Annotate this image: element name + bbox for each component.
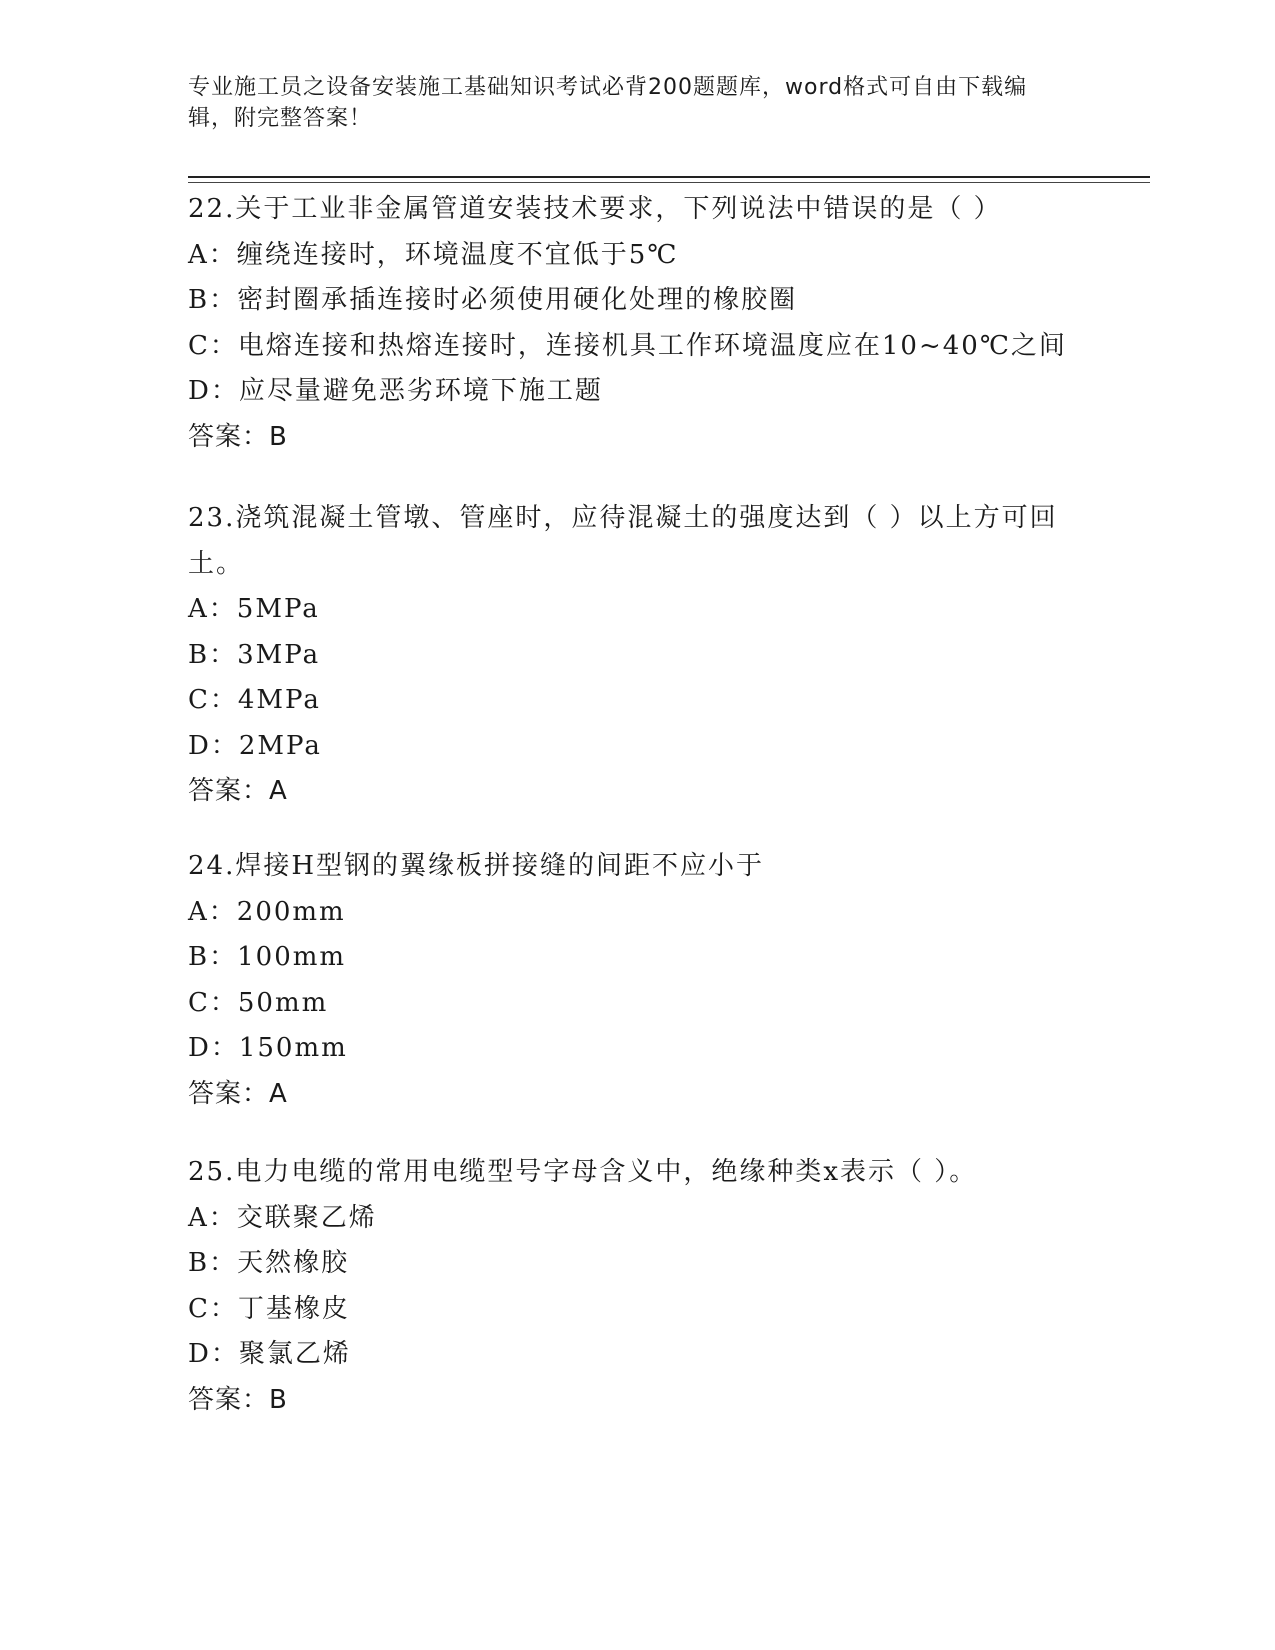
option-a: A：200mm bbox=[188, 896, 346, 927]
question-stem: 25.电力电缆的常用电缆型号字母含义中，绝缘种类x表示（ ）。 bbox=[188, 1157, 978, 1187]
question-23 bbox=[188, 496, 1088, 815]
question-stem: 24.焊接H型钢的翼缘板拼接缝的间距不应小于 bbox=[188, 851, 765, 881]
option-a: A：5MPa bbox=[188, 594, 320, 624]
document-header: 专业施工员之设备安装施工基础知识考试必背200题题库，word格式可自由下载编辑，附完整答案！ bbox=[188, 75, 1028, 131]
answer: 答案：A bbox=[188, 1078, 288, 1109]
question-stem: 23.浇筑混凝土管墩、管座时，应待混凝土的强度达到（ ）以上方可回土。 bbox=[188, 503, 1058, 579]
option-b: B：100mm bbox=[188, 942, 347, 972]
header-divider-thick bbox=[188, 176, 1150, 178]
question-22 bbox=[188, 187, 1088, 460]
option-a: A：交联聚乙烯 bbox=[188, 1202, 377, 1233]
option-d: D：聚氯乙烯 bbox=[188, 1339, 351, 1369]
option-c: C：电熔连接和热熔连接时，连接机具工作环境温度应在10~40℃之间 bbox=[188, 330, 1067, 361]
answer: 答案：B bbox=[188, 421, 288, 452]
answer: 答案：A bbox=[188, 776, 288, 806]
question-stem: 22.关于工业非金属管道安装技术要求，下列说法中错误的是（ ） bbox=[188, 194, 1002, 224]
option-b: B：密封圈承插连接时必须使用硬化处理的橡胶圈 bbox=[188, 285, 798, 315]
option-c: C：50mm bbox=[188, 987, 329, 1018]
question-24 bbox=[188, 844, 1088, 1117]
option-c: C：4MPa bbox=[188, 685, 321, 715]
option-a: A：缠绕连接时，环境温度不宜低于5℃ bbox=[188, 239, 679, 270]
option-b: B：3MPa bbox=[188, 639, 321, 670]
option-d: D：2MPa bbox=[188, 730, 322, 761]
answer: 答案：B bbox=[188, 1384, 288, 1415]
option-d: D：150mm bbox=[188, 1033, 348, 1063]
header-divider-thin bbox=[188, 182, 1150, 183]
question-25 bbox=[188, 1150, 1088, 1423]
option-c: C：丁基橡皮 bbox=[188, 1293, 350, 1324]
option-b: B：天然橡胶 bbox=[188, 1248, 350, 1278]
option-d: D：应尽量避免恶劣环境下施工题 bbox=[188, 376, 603, 406]
